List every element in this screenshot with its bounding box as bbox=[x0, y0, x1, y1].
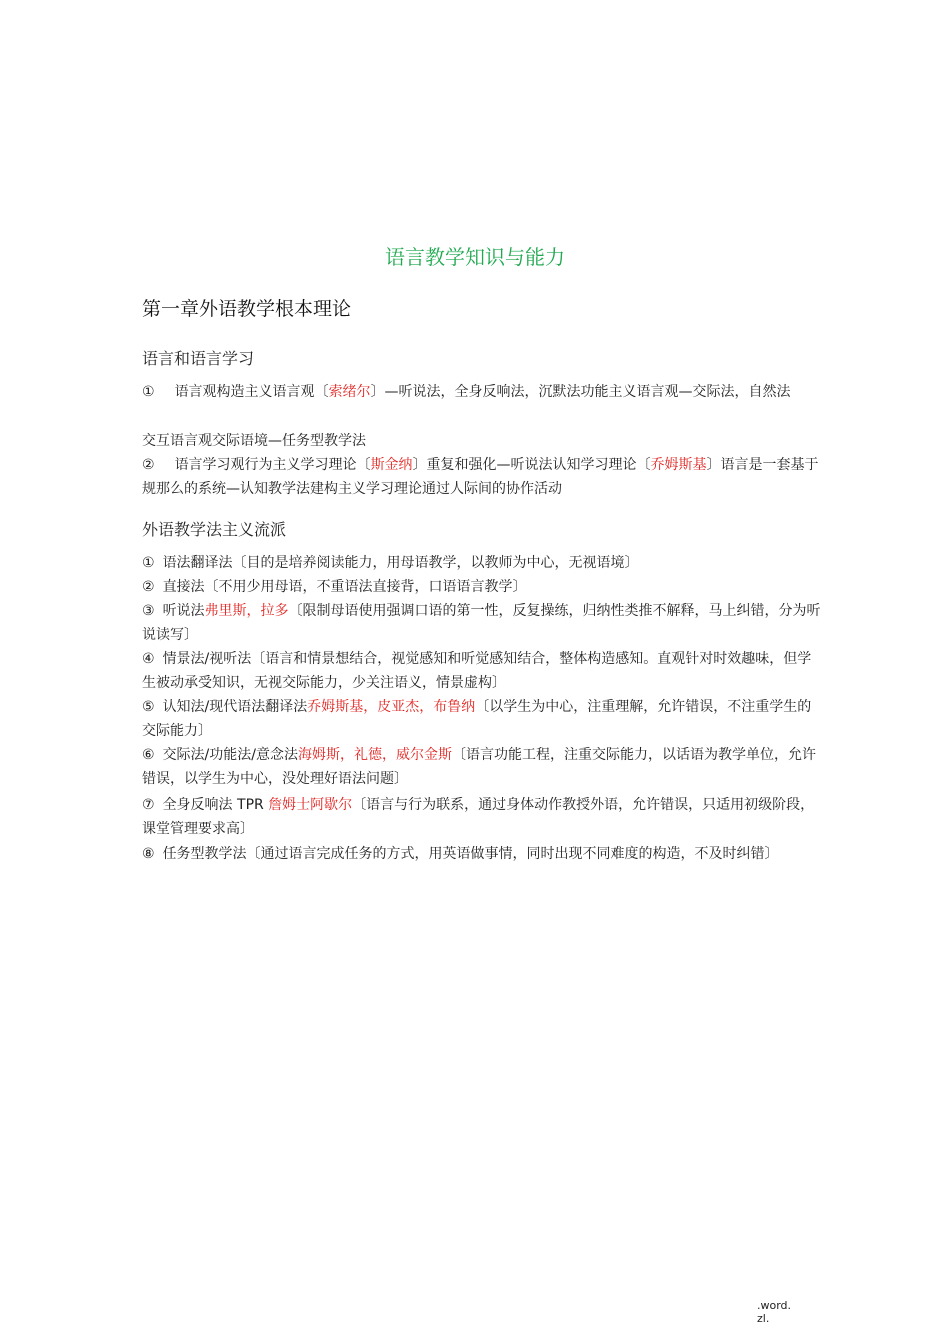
list-marker: ⑥ bbox=[142, 747, 155, 763]
list-marker: ⑦ bbox=[142, 797, 155, 813]
list-marker: ② bbox=[142, 579, 155, 595]
page-footer bbox=[757, 1299, 791, 1325]
list-marker: ① bbox=[142, 384, 155, 400]
footer-line: .word. bbox=[757, 1299, 792, 1312]
list-item: ② 直接法〔不用少用母语，不重语法直接背，口语语言教学〕 bbox=[142, 575, 822, 599]
list-marker: ① bbox=[142, 555, 155, 571]
highlighted-name: 斯金纳 bbox=[370, 457, 413, 473]
paragraph-learning-view: ② 语言学习观行为主义学习理论〔斯金纳〕重复和强化—听说法认知学习理论〔乔姆斯基〕语言是一套基于规那么的系统—认知教学法建构主义学习理论通过人际间的协作活动 bbox=[142, 453, 822, 501]
highlighted-name: 索绪尔 bbox=[328, 384, 371, 400]
footer-line: zl. bbox=[757, 1312, 770, 1325]
list-item: ⑤ 认知法/现代语法翻译法乔姆斯基，皮亚杰，布鲁纳〔以学生为中心，注重理解，允许错误，不注重学生的交际能力〕 bbox=[142, 695, 822, 743]
chapter-heading: 第一章外语教学根本理论 bbox=[142, 298, 352, 320]
document-title: 语言教学知识与能力 bbox=[385, 245, 565, 269]
highlighted-name: 詹姆士阿歇尔 bbox=[268, 797, 353, 813]
paragraph-interactive-view: 交互语言观交际语境—任务型教学法 bbox=[142, 433, 366, 449]
section-heading-language-learning: 语言和语言学习 bbox=[142, 349, 255, 368]
list-marker: ③ bbox=[142, 603, 155, 619]
section-heading-teaching-methods: 外语教学法主义流派 bbox=[142, 520, 287, 539]
list-item: ⑥ 交际法/功能法/意念法海姆斯，礼德，威尔金斯〔语言功能工程，注重交际能力，以话语为教学单位，允许错误，以学生为中心，没处理好语法问题〕 bbox=[142, 743, 822, 791]
highlighted-name: 弗里斯，拉多 bbox=[204, 603, 289, 619]
list-item: ④ 情景法/视听法〔语言和情景想结合，视觉感知和听觉感知结合，整体构造感知。直观针对时效趣味，但学生被动承受知识，无视交际能力，少关注语义，情景虚构〕 bbox=[142, 647, 822, 695]
list-item: ⑦ 全身反响法 TPR 詹姆士阿歇尔〔语言与行为联系，通过身体动作教授外语，允许错误，只适用初级阶段，课堂管理要求高〕 bbox=[142, 793, 822, 841]
list-marker: ② bbox=[142, 457, 155, 473]
highlighted-name: 海姆斯，礼德，威尔金斯 bbox=[298, 747, 452, 763]
list-item: ⑧ 任务型教学法〔通过语言完成任务的方式，用英语做事情，同时出现不同难度的构造，不及时纠错〕 bbox=[142, 842, 822, 866]
list-item: ③ 听说法弗里斯，拉多〔限制母语使用强调口语的第一性，反复操练，归纳性类推不解释，马上纠错，分为听说读写〕 bbox=[142, 599, 822, 647]
paragraph-language-view: ① 语言观构造主义语言观〔索绪尔〕—听说法，全身反响法，沉默法功能主义语言观—交际法，自然法 bbox=[142, 380, 822, 404]
highlighted-name: 乔姆斯基，皮亚杰，布鲁纳 bbox=[307, 699, 476, 715]
list-marker: ④ bbox=[142, 651, 155, 667]
list-marker: ⑧ bbox=[142, 846, 155, 862]
list-item: ① 语法翻译法〔目的是培养阅读能力，用母语教学，以教师为中心，无视语境〕 bbox=[142, 551, 822, 575]
list-marker: ⑤ bbox=[142, 699, 155, 715]
highlighted-name: 乔姆斯基 bbox=[650, 457, 707, 473]
